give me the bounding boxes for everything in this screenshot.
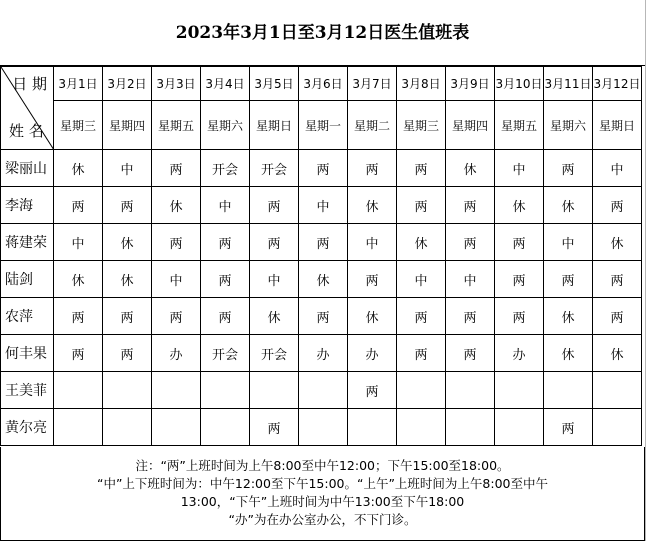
shift-cell[interactable]: 两 [446,298,495,335]
shift-cell[interactable]: 中 [54,224,103,261]
shift-cell[interactable]: 两 [544,150,593,187]
shift-cell[interactable]: 两 [495,298,544,335]
shift-cell[interactable]: 两 [103,187,152,224]
date-header-cell: 3月2日 [103,67,152,101]
shift-cell[interactable]: 两 [544,261,593,298]
shift-cell[interactable] [103,409,152,446]
shift-cell[interactable] [152,409,201,446]
shift-cell[interactable]: 两 [250,187,299,224]
date-header-cell: 3月1日 [54,67,103,101]
weekday-header-cell: 星期日 [250,101,299,150]
shift-cell[interactable] [397,372,446,409]
corner-date-label: 日 期 [12,75,47,93]
note-line-4: “办”为在办公室办公，不下门诊。 [228,512,417,527]
note-line-3: 13:00，“下午”上班时间为中午13:00至下午18:00 [180,494,465,509]
shift-cell[interactable]: 两 [103,298,152,335]
weekday-header-cell: 星期四 [103,101,152,150]
shift-cell[interactable]: 中 [495,150,544,187]
sheet-gridline [645,0,646,541]
shift-cell[interactable]: 两 [299,298,348,335]
roster-row [1,409,642,446]
date-header-cell: 3月6日 [299,67,348,101]
doctor-name-cell[interactable]: 陆剑 [1,261,54,298]
doctor-name-cell[interactable]: 何丰果 [1,335,54,372]
shift-cell[interactable]: 休 [103,224,152,261]
shift-cell[interactable]: 中 [250,261,299,298]
shift-cell[interactable]: 两 [495,224,544,261]
shift-cell[interactable]: 两 [446,187,495,224]
shift-cell[interactable] [495,372,544,409]
roster-row [1,187,642,224]
shift-cell[interactable]: 两 [201,261,250,298]
shift-cell[interactable]: 两 [397,335,446,372]
shift-cell[interactable]: 两 [446,224,495,261]
shift-cell[interactable]: 两 [397,298,446,335]
shift-cell[interactable]: 中 [201,187,250,224]
shift-cell[interactable]: 休 [152,187,201,224]
shift-cell[interactable]: 两 [250,224,299,261]
shift-cell[interactable]: 两 [495,261,544,298]
shift-cell[interactable]: 两 [250,409,299,446]
shift-cell[interactable]: 开会 [250,335,299,372]
shift-cell[interactable]: 两 [201,224,250,261]
weekday-header-cell: 星期二 [348,101,397,150]
shift-cell[interactable]: 休 [397,224,446,261]
doctor-name-cell[interactable]: 王美菲 [1,372,54,409]
date-header-cell: 3月3日 [152,67,201,101]
shift-cell[interactable]: 休 [54,261,103,298]
shift-cell[interactable]: 两 [348,372,397,409]
shift-cell[interactable]: 两 [348,261,397,298]
shift-cell[interactable]: 休 [348,298,397,335]
weekday-header-cell: 星期三 [54,101,103,150]
shift-cell[interactable] [544,372,593,409]
shift-cell[interactable]: 两 [152,150,201,187]
shift-cell[interactable]: 休 [103,261,152,298]
shift-cell[interactable] [299,409,348,446]
shift-cell[interactable]: 两 [593,261,642,298]
shift-cell[interactable]: 两 [397,187,446,224]
shift-cell[interactable]: 中 [446,261,495,298]
shift-cell[interactable] [299,372,348,409]
shift-cell[interactable]: 休 [593,335,642,372]
shift-cell[interactable] [250,372,299,409]
shift-cell[interactable]: 中 [299,187,348,224]
weekday-header-cell: 星期五 [495,101,544,150]
shift-cell[interactable]: 休 [348,187,397,224]
shift-cell[interactable]: 休 [250,298,299,335]
shift-cell[interactable] [201,409,250,446]
date-header-cell: 3月10日 [495,67,544,101]
shift-cell[interactable]: 办 [495,335,544,372]
shift-cell[interactable] [152,372,201,409]
shift-cell[interactable]: 休 [446,150,495,187]
shift-cell[interactable]: 休 [544,298,593,335]
shift-cell[interactable]: 中 [544,224,593,261]
shift-cell[interactable] [397,409,446,446]
shift-cell[interactable]: 两 [54,335,103,372]
roster-row [1,298,642,335]
date-header-cell: 3月7日 [348,67,397,101]
note-line-1: 注：“两”上班时间为上午8:00至中午12:00；下午15:00至18:00。 [135,458,510,473]
shift-cell[interactable]: 两 [54,187,103,224]
date-header-cell: 3月5日 [250,67,299,101]
roster-title: 2023年3月1日至3月12日医生值班表 [0,0,645,66]
doctor-name-cell[interactable]: 李海 [1,187,54,224]
shift-cell[interactable] [54,409,103,446]
shift-cell[interactable]: 两 [299,224,348,261]
roster-row [1,335,642,372]
note-line-2: “中”上下班时间为：中午12:00至下午15:00。“上午”上班时间为上午8:00至中午 [96,476,549,491]
shift-cell[interactable] [54,372,103,409]
shift-cell[interactable]: 中 [152,261,201,298]
shift-cell[interactable]: 开会 [201,150,250,187]
weekday-header-cell: 星期五 [152,101,201,150]
shift-cell[interactable] [593,372,642,409]
shift-cell[interactable]: 两 [348,150,397,187]
shift-cell[interactable]: 休 [495,187,544,224]
shift-cell[interactable]: 两 [54,298,103,335]
weekday-header-cell: 星期六 [544,101,593,150]
shift-cell[interactable]: 两 [201,298,250,335]
shift-cell[interactable]: 休 [593,224,642,261]
shift-cell[interactable]: 休 [54,150,103,187]
shift-cell[interactable]: 中 [103,150,152,187]
shift-cell[interactable]: 两 [593,187,642,224]
weekday-header-cell: 星期四 [446,101,495,150]
shift-cell[interactable]: 办 [348,335,397,372]
shift-cell[interactable]: 中 [593,150,642,187]
shift-cell[interactable]: 中 [397,261,446,298]
shift-cell[interactable] [446,372,495,409]
date-header-cell: 3月4日 [201,67,250,101]
shift-cell[interactable] [103,372,152,409]
doctor-name-cell[interactable]: 梁丽山 [1,150,54,187]
date-header-cell: 3月8日 [397,67,446,101]
shift-cell[interactable] [348,409,397,446]
roster-row [1,261,642,298]
shift-cell[interactable]: 两 [446,335,495,372]
shift-cell[interactable]: 休 [299,261,348,298]
roster-row [1,150,642,187]
header-corner-cell [1,67,54,150]
shift-cell[interactable] [201,372,250,409]
roster-row [1,224,642,261]
shift-cell[interactable]: 两 [299,150,348,187]
shift-cell[interactable]: 两 [152,224,201,261]
date-header-cell: 3月9日 [446,67,495,101]
shift-cell[interactable] [593,409,642,446]
shift-cell[interactable]: 两 [544,409,593,446]
shift-cell[interactable]: 开会 [201,335,250,372]
shift-cell[interactable]: 两 [593,298,642,335]
shift-cell[interactable]: 休 [544,335,593,372]
roster-note [0,447,645,541]
date-header-cell: 3月12日 [593,67,642,101]
date-header-cell: 3月11日 [544,67,593,101]
shift-cell[interactable]: 开会 [250,150,299,187]
roster-row [1,372,642,409]
shift-cell[interactable]: 休 [544,187,593,224]
shift-cell[interactable]: 两 [103,335,152,372]
weekday-header-cell: 星期日 [593,101,642,150]
shift-cell[interactable]: 中 [348,224,397,261]
shift-cell[interactable]: 办 [152,335,201,372]
weekday-header-cell: 星期六 [201,101,250,150]
shift-cell[interactable] [446,409,495,446]
roster-table [0,66,642,446]
shift-cell[interactable]: 两 [152,298,201,335]
doctor-name-cell[interactable]: 黄尔亮 [1,409,54,446]
doctor-name-cell[interactable]: 蒋建荣 [1,224,54,261]
shift-cell[interactable]: 两 [397,150,446,187]
doctor-name-cell[interactable]: 农萍 [1,298,54,335]
shift-cell[interactable] [495,409,544,446]
corner-name-label: 姓 名 [9,122,44,140]
weekday-header-cell: 星期一 [299,101,348,150]
weekday-header-cell: 星期三 [397,101,446,150]
shift-cell[interactable]: 办 [299,335,348,372]
